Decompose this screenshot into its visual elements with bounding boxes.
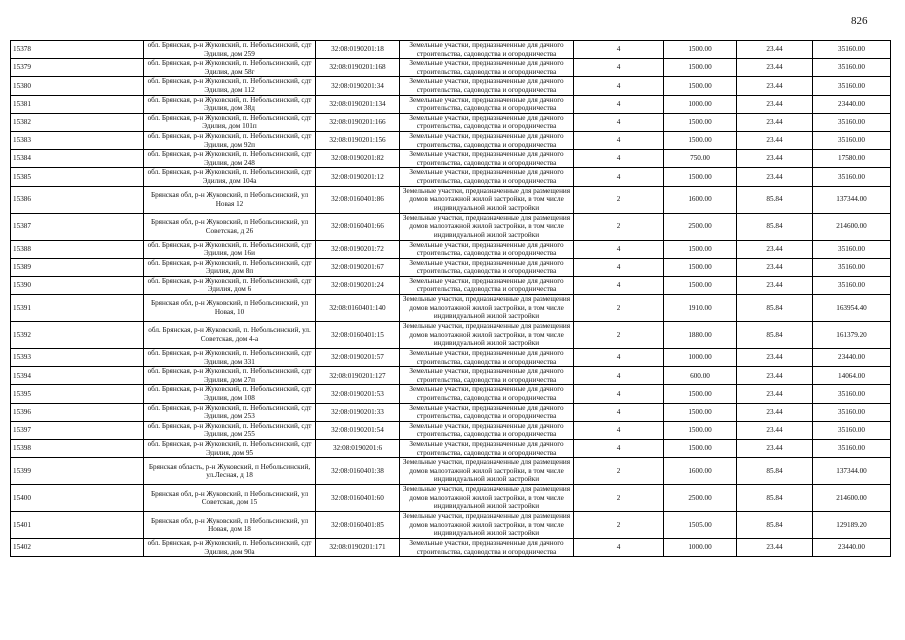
- category-cell: 4: [574, 258, 664, 276]
- category-cell: 4: [574, 385, 664, 403]
- row-number-cell: 15385: [11, 168, 144, 186]
- register-body: [11, 41, 891, 557]
- permitted-use-cell: Земельные участки, предназначенные для дачного строительства, садоводства и огородничества: [400, 95, 574, 113]
- table-row: [11, 168, 891, 186]
- row-number-cell: 15397: [11, 421, 144, 439]
- category-cell: 4: [574, 440, 664, 458]
- address-cell: Брянская обл, р-н Жуковский, п Небольсинский, ул Советская, д 26: [144, 213, 316, 240]
- row-number-cell: 15380: [11, 77, 144, 95]
- cadastral-number-cell: 32:08:0190201:156: [316, 131, 400, 149]
- amount-cell: 163954.40: [813, 295, 891, 322]
- category-cell: 2: [574, 295, 664, 322]
- category-cell: 2: [574, 322, 664, 349]
- cadastral-number-cell: 32:08:0190201:127: [316, 367, 400, 385]
- cadastral-number-cell: 32:08:0190201:82: [316, 150, 400, 168]
- rate-cell: 23.44: [737, 258, 813, 276]
- table-row: [11, 258, 891, 276]
- area-cell: 1500.00: [664, 385, 737, 403]
- table-row: [11, 240, 891, 258]
- rate-cell: 23.44: [737, 131, 813, 149]
- rate-cell: 23.44: [737, 240, 813, 258]
- row-number-cell: 15398: [11, 440, 144, 458]
- rate-cell: 23.44: [737, 349, 813, 367]
- table-row: [11, 113, 891, 131]
- address-cell: обл. Брянская, р-н Жуковский, п. Небольсинский, сдт Эдилия, дом 253: [144, 403, 316, 421]
- row-number-cell: 15395: [11, 385, 144, 403]
- rate-cell: 85.84: [737, 295, 813, 322]
- amount-cell: 35160.00: [813, 113, 891, 131]
- table-row: [11, 59, 891, 77]
- category-cell: 4: [574, 539, 664, 557]
- permitted-use-cell: Земельные участки, предназначенные для размещения домов малоэтажной жилой застройки, в том числе индивидуальной жилой застройки: [400, 322, 574, 349]
- cadastral-number-cell: 32:08:0160401:66: [316, 213, 400, 240]
- row-number-cell: 15402: [11, 539, 144, 557]
- category-cell: 4: [574, 131, 664, 149]
- cadastral-number-cell: 32:08:0160401:15: [316, 322, 400, 349]
- area-cell: 1500.00: [664, 403, 737, 421]
- amount-cell: 23440.00: [813, 95, 891, 113]
- area-cell: 2500.00: [664, 213, 737, 240]
- category-cell: 4: [574, 349, 664, 367]
- permitted-use-cell: Земельные участки, предназначенные для дачного строительства, садоводства и огородничества: [400, 240, 574, 258]
- permitted-use-cell: Земельные участки, предназначенные для размещения домов малоэтажной жилой застройки, в том числе индивидуальной жилой застройки: [400, 295, 574, 322]
- amount-cell: 35160.00: [813, 240, 891, 258]
- row-number-cell: 15387: [11, 213, 144, 240]
- category-cell: 2: [574, 458, 664, 485]
- row-number-cell: 15401: [11, 512, 144, 539]
- row-number-cell: 15388: [11, 240, 144, 258]
- area-cell: 1500.00: [664, 131, 737, 149]
- category-cell: 2: [574, 485, 664, 512]
- amount-cell: 17580.00: [813, 150, 891, 168]
- area-cell: 1505.00: [664, 512, 737, 539]
- rate-cell: 23.44: [737, 403, 813, 421]
- cadastral-number-cell: 32:08:0190201:171: [316, 539, 400, 557]
- area-cell: 1500.00: [664, 77, 737, 95]
- cadastral-number-cell: 32:08:0190201:12: [316, 168, 400, 186]
- address-cell: обл. Брянская, р-н Жуковский, п. Небольсинский, сдт Эдилия, дом 16и: [144, 240, 316, 258]
- permitted-use-cell: Земельные участки, предназначенные для дачного строительства, садоводства и огородничества: [400, 440, 574, 458]
- amount-cell: 23440.00: [813, 349, 891, 367]
- cadastral-number-cell: 32:08:0190201:67: [316, 258, 400, 276]
- table-row: [11, 367, 891, 385]
- address-cell: обл. Брянская, р-н Жуковский, п. Небольсинский, сдт Эдилия, дом 112: [144, 77, 316, 95]
- table-row: [11, 458, 891, 485]
- permitted-use-cell: Земельные участки, предназначенные для дачного строительства, садоводства и огородничества: [400, 131, 574, 149]
- permitted-use-cell: Земельные участки, предназначенные для дачного строительства, садоводства и огородничества: [400, 385, 574, 403]
- row-number-cell: 15381: [11, 95, 144, 113]
- table-row: [11, 295, 891, 322]
- area-cell: 1600.00: [664, 458, 737, 485]
- cadastral-number-cell: 32:08:0190201:57: [316, 349, 400, 367]
- address-cell: обл. Брянская, р-н Жуковский, п. Небольсинский, сдт Эдилия, дом 255: [144, 421, 316, 439]
- amount-cell: 14064.00: [813, 367, 891, 385]
- address-cell: обл. Брянская, р-н Жуковский, п. Небольсинский, сдт Эдилия, дом 101п: [144, 113, 316, 131]
- area-cell: 1500.00: [664, 240, 737, 258]
- address-cell: Брянская область, р-н Жуковский, п Небольсинский, ул.Лесная, д 18: [144, 458, 316, 485]
- area-cell: 1500.00: [664, 421, 737, 439]
- address-cell: обл. Брянская, р-н Жуковский, п. Небольсинский, сдт Эдилия, дом 92п: [144, 131, 316, 149]
- cadastral-number-cell: 32:08:0190201:166: [316, 113, 400, 131]
- amount-cell: 35160.00: [813, 258, 891, 276]
- row-number-cell: 15396: [11, 403, 144, 421]
- row-number-cell: 15382: [11, 113, 144, 131]
- rate-cell: 85.84: [737, 485, 813, 512]
- cadastral-number-cell: 32:08:0160401:140: [316, 295, 400, 322]
- permitted-use-cell: Земельные участки, предназначенные для дачного строительства, садоводства и огородничества: [400, 539, 574, 557]
- amount-cell: 35160.00: [813, 77, 891, 95]
- cadastral-number-cell: 32:08:0190201:54: [316, 421, 400, 439]
- permitted-use-cell: Земельные участки, предназначенные для размещения домов малоэтажной жилой застройки, в том числе индивидуальной жилой застройки: [400, 213, 574, 240]
- rate-cell: 23.44: [737, 367, 813, 385]
- table-row: [11, 131, 891, 149]
- address-cell: обл. Брянская, р-н Жуковский, п. Небольсинский, ул. Советская, дом 4-а: [144, 322, 316, 349]
- row-number-cell: 15379: [11, 59, 144, 77]
- permitted-use-cell: Земельные участки, предназначенные для размещения домов малоэтажной жилой застройки, в том числе индивидуальной жилой застройки: [400, 186, 574, 213]
- area-cell: 750.00: [664, 150, 737, 168]
- address-cell: Брянская обл, р-н Жуковский, п Небольсинский, ул Новая, дом 18: [144, 512, 316, 539]
- rate-cell: 85.84: [737, 213, 813, 240]
- category-cell: 4: [574, 276, 664, 294]
- address-cell: обл. Брянская, р-н Жуковский, п. Небольсинский, сдт Эдилия, дом 259: [144, 41, 316, 59]
- category-cell: 4: [574, 168, 664, 186]
- cadastral-number-cell: 32:08:0160401:38: [316, 458, 400, 485]
- address-cell: обл. Брянская, р-н Жуковский, п. Небольсинский, сдт Эдилия, дом 6: [144, 276, 316, 294]
- category-cell: 4: [574, 240, 664, 258]
- amount-cell: 214600.00: [813, 485, 891, 512]
- table-row: [11, 95, 891, 113]
- amount-cell: 214600.00: [813, 213, 891, 240]
- permitted-use-cell: Земельные участки, предназначенные для дачного строительства, садоводства и огородничества: [400, 77, 574, 95]
- rate-cell: 23.44: [737, 421, 813, 439]
- row-number-cell: 15391: [11, 295, 144, 322]
- permitted-use-cell: Земельные участки, предназначенные для дачного строительства, садоводства и огородничества: [400, 59, 574, 77]
- table-row: [11, 512, 891, 539]
- rate-cell: 23.44: [737, 59, 813, 77]
- address-cell: обл. Брянская, р-н Жуковский, п. Небольсинский, сдт Эдилия, дом 8п: [144, 258, 316, 276]
- address-cell: обл. Брянская, р-н Жуковский, п. Небольсинский, сдт Эдилия, дом 331: [144, 349, 316, 367]
- cadastral-number-cell: 32:08:0190201:72: [316, 240, 400, 258]
- cadastral-number-cell: 32:08:0160401:60: [316, 485, 400, 512]
- permitted-use-cell: Земельные участки, предназначенные для дачного строительства, садоводства и огородничества: [400, 421, 574, 439]
- table-row: [11, 485, 891, 512]
- cadastral-number-cell: 32:08:0160401:85: [316, 512, 400, 539]
- cadastral-number-cell: 32:08:0190201:34: [316, 77, 400, 95]
- row-number-cell: 15386: [11, 186, 144, 213]
- amount-cell: 137344.00: [813, 186, 891, 213]
- register-table: [10, 40, 891, 557]
- permitted-use-cell: Земельные участки, предназначенные для дачного строительства, садоводства и огородничества: [400, 258, 574, 276]
- rate-cell: 85.84: [737, 512, 813, 539]
- amount-cell: 35160.00: [813, 41, 891, 59]
- rate-cell: 23.44: [737, 276, 813, 294]
- permitted-use-cell: Земельные участки, предназначенные для дачного строительства, садоводства и огородничества: [400, 113, 574, 131]
- address-cell: обл. Брянская, р-н Жуковский, п. Небольсинский, сдт Эдилия, дом 58г: [144, 59, 316, 77]
- rate-cell: 85.84: [737, 458, 813, 485]
- category-cell: 4: [574, 403, 664, 421]
- area-cell: 1880.00: [664, 322, 737, 349]
- row-number-cell: 15392: [11, 322, 144, 349]
- address-cell: Брянская обл, р-н Жуковский, п Небольсинский, ул Советская, дом 15: [144, 485, 316, 512]
- amount-cell: 35160.00: [813, 276, 891, 294]
- rate-cell: 85.84: [737, 186, 813, 213]
- amount-cell: 23440.00: [813, 539, 891, 557]
- amount-cell: 35160.00: [813, 421, 891, 439]
- rate-cell: 23.44: [737, 539, 813, 557]
- rate-cell: 23.44: [737, 113, 813, 131]
- rate-cell: 23.44: [737, 77, 813, 95]
- amount-cell: 35160.00: [813, 168, 891, 186]
- row-number-cell: 15400: [11, 485, 144, 512]
- area-cell: 1500.00: [664, 41, 737, 59]
- address-cell: обл. Брянская, р-н Жуковский, п. Небольсинский, сдт Эдилия, дом 38д: [144, 95, 316, 113]
- area-cell: 1000.00: [664, 349, 737, 367]
- table-row: [11, 322, 891, 349]
- area-cell: 1500.00: [664, 113, 737, 131]
- amount-cell: 161379.20: [813, 322, 891, 349]
- cadastral-number-cell: 32:08:0190201:6: [316, 440, 400, 458]
- category-cell: 4: [574, 150, 664, 168]
- address-cell: Брянская обл, р-н Жуковский, п Небольсинский, ул Новая 12: [144, 186, 316, 213]
- address-cell: обл. Брянская, р-н Жуковский, п. Небольсинский, сдт Эдилия, дом 95: [144, 440, 316, 458]
- address-cell: обл. Брянская, р-н Жуковский, п. Небольсинский, сдт Эдилия, дом 27п: [144, 367, 316, 385]
- amount-cell: 35160.00: [813, 403, 891, 421]
- area-cell: 1500.00: [664, 59, 737, 77]
- address-cell: обл. Брянская, р-н Жуковский, п. Небольсинский, сдт Эдилия, дом 248: [144, 150, 316, 168]
- table-row: [11, 421, 891, 439]
- category-cell: 2: [574, 213, 664, 240]
- cadastral-number-cell: 32:08:0190201:18: [316, 41, 400, 59]
- amount-cell: 35160.00: [813, 131, 891, 149]
- row-number-cell: 15399: [11, 458, 144, 485]
- rate-cell: 23.44: [737, 95, 813, 113]
- permitted-use-cell: Земельные участки, предназначенные для дачного строительства, садоводства и огородничества: [400, 41, 574, 59]
- page-number: 826: [851, 15, 868, 27]
- row-number-cell: 15393: [11, 349, 144, 367]
- rate-cell: 23.44: [737, 150, 813, 168]
- table-row: [11, 186, 891, 213]
- cadastral-number-cell: 32:08:0190201:134: [316, 95, 400, 113]
- amount-cell: 35160.00: [813, 59, 891, 77]
- row-number-cell: 15394: [11, 367, 144, 385]
- category-cell: 4: [574, 41, 664, 59]
- amount-cell: 137344.00: [813, 458, 891, 485]
- permitted-use-cell: Земельные участки, предназначенные для дачного строительства, садоводства и огородничества: [400, 367, 574, 385]
- address-cell: обл. Брянская, р-н Жуковский, п. Небольсинский, сдт Эдилия, дом 104а: [144, 168, 316, 186]
- cadastral-number-cell: 32:08:0190201:168: [316, 59, 400, 77]
- area-cell: 1600.00: [664, 186, 737, 213]
- cadastral-number-cell: 32:08:0190201:53: [316, 385, 400, 403]
- address-cell: обл. Брянская, р-н Жуковский, п. Небольсинский, сдт Эдилия, дом 108: [144, 385, 316, 403]
- cadastral-number-cell: 32:08:0190201:33: [316, 403, 400, 421]
- area-cell: 1500.00: [664, 276, 737, 294]
- row-number-cell: 15378: [11, 41, 144, 59]
- area-cell: 600.00: [664, 367, 737, 385]
- area-cell: 1910.00: [664, 295, 737, 322]
- table-row: [11, 349, 891, 367]
- table-row: [11, 539, 891, 557]
- area-cell: 1000.00: [664, 95, 737, 113]
- table-row: [11, 440, 891, 458]
- permitted-use-cell: Земельные участки, предназначенные для дачного строительства, садоводства и огородничества: [400, 276, 574, 294]
- category-cell: 4: [574, 113, 664, 131]
- row-number-cell: 15383: [11, 131, 144, 149]
- amount-cell: 35160.00: [813, 385, 891, 403]
- area-cell: 1000.00: [664, 539, 737, 557]
- row-number-cell: 15390: [11, 276, 144, 294]
- rate-cell: 23.44: [737, 440, 813, 458]
- amount-cell: 129189.20: [813, 512, 891, 539]
- rate-cell: 23.44: [737, 168, 813, 186]
- cadastral-number-cell: 32:08:0190201:24: [316, 276, 400, 294]
- table-row: [11, 77, 891, 95]
- category-cell: 4: [574, 77, 664, 95]
- address-cell: обл. Брянская, р-н Жуковский, п. Небольсинский, сдт Эдилия, дом 90а: [144, 539, 316, 557]
- area-cell: 1500.00: [664, 168, 737, 186]
- category-cell: 4: [574, 95, 664, 113]
- permitted-use-cell: Земельные участки, предназначенные для размещения домов малоэтажной жилой застройки, в том числе индивидуальной жилой застройки: [400, 512, 574, 539]
- permitted-use-cell: Земельные участки, предназначенные для дачного строительства, садоводства и огородничества: [400, 168, 574, 186]
- table-row: [11, 403, 891, 421]
- category-cell: 4: [574, 367, 664, 385]
- category-cell: 2: [574, 186, 664, 213]
- area-cell: 2500.00: [664, 485, 737, 512]
- permitted-use-cell: Земельные участки, предназначенные для размещения домов малоэтажной жилой застройки, в том числе индивидуальной жилой застройки: [400, 485, 574, 512]
- table-row: [11, 150, 891, 168]
- category-cell: 4: [574, 59, 664, 77]
- permitted-use-cell: Земельные участки, предназначенные для размещения домов малоэтажной жилой застройки, в том числе индивидуальной жилой застройки: [400, 458, 574, 485]
- amount-cell: 35160.00: [813, 440, 891, 458]
- category-cell: 2: [574, 512, 664, 539]
- address-cell: Брянская обл, р-н Жуковский, п Небольсинский, ул Новая, 10: [144, 295, 316, 322]
- permitted-use-cell: Земельные участки, предназначенные для дачного строительства, садоводства и огородничества: [400, 150, 574, 168]
- row-number-cell: 15389: [11, 258, 144, 276]
- area-cell: 1500.00: [664, 258, 737, 276]
- category-cell: 4: [574, 421, 664, 439]
- table-row: [11, 41, 891, 59]
- rate-cell: 23.44: [737, 385, 813, 403]
- area-cell: 1500.00: [664, 440, 737, 458]
- rate-cell: 85.84: [737, 322, 813, 349]
- table-row: [11, 276, 891, 294]
- row-number-cell: 15384: [11, 150, 144, 168]
- permitted-use-cell: Земельные участки, предназначенные для дачного строительства, садоводства и огородничества: [400, 349, 574, 367]
- permitted-use-cell: Земельные участки, предназначенные для дачного строительства, садоводства и огородничества: [400, 403, 574, 421]
- table-row: [11, 213, 891, 240]
- rate-cell: 23.44: [737, 41, 813, 59]
- cadastral-number-cell: 32:08:0160401:86: [316, 186, 400, 213]
- table-row: [11, 385, 891, 403]
